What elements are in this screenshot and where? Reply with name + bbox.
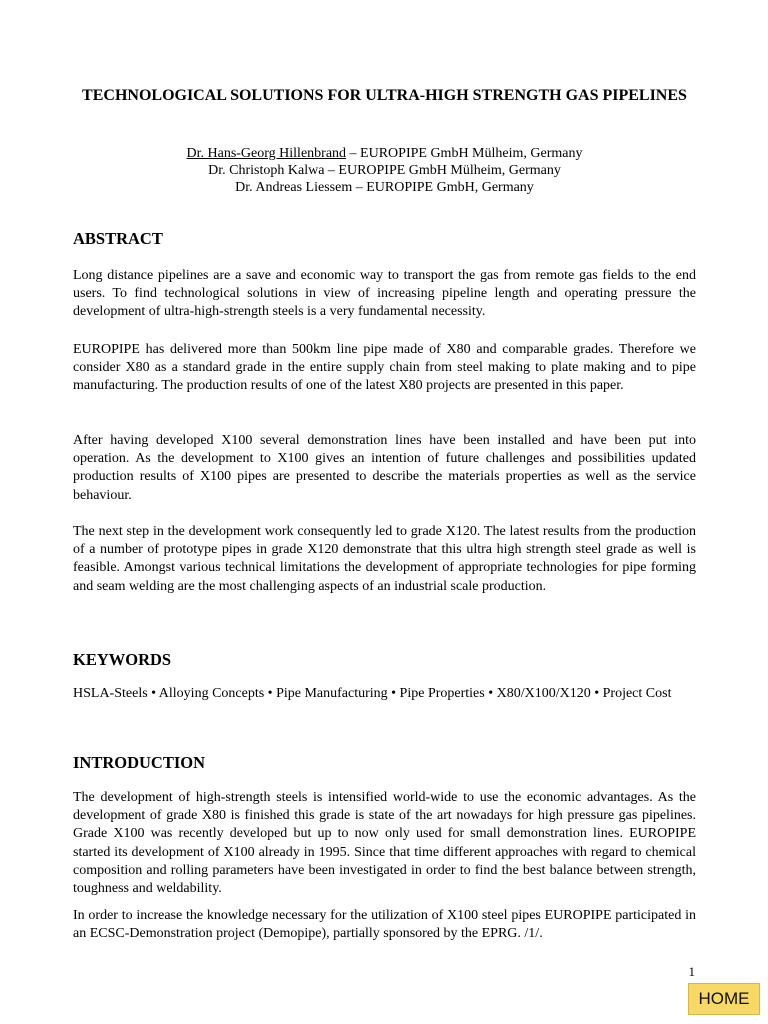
home-button[interactable]: HOME <box>688 983 760 1015</box>
author-name: Dr. Christoph Kalwa <box>208 163 325 178</box>
abstract-heading: ABSTRACT <box>73 229 163 248</box>
author-line <box>73 179 696 196</box>
author-affiliation: – EUROPIPE GmbH Mülheim, Germany <box>324 163 561 178</box>
abstract-paragraph: The next step in the development work consequently led to grade X120. The latest results from the production of a number of prototype pipes in grade X120 demonstrate that this ultra high strength steel grade as well is feasible. Amongst various technical limitations the development of appropriate technologies for pipe forming and seam welding are the most challenging aspects of an industrial scale production. <box>73 524 696 594</box>
keywords-text: HSLA-Steels • Alloying Concepts • Pipe Manufacturing • Pipe Properties • X80/X100/X120 • Project Cost <box>73 686 672 701</box>
author-line <box>73 145 696 162</box>
abstract-paragraph: EUROPIPE has delivered more than 500km line pipe made of X80 and comparable grades. Therefore we consider X80 as a standard grade in the entire supply chain from steel making to plate making and to pipe manufacturing. The production results of one of the latest X80 projects are presented in this paper. <box>73 342 696 394</box>
introduction-paragraph: The development of high-strength steels is intensified world-wide to use the economic advantages. As the development of grade X80 is finished this grade is state of the art nowadays for high pressure gas pipelines. Grade X100 was recently developed but up to now only used for small demonstration lines. EUROPIPE started its development of X100 already in 1995. Since that time different approaches with regard to chemical composition and rolling parameters have been investigated in order to find the best balance between strength, toughness and weldability. <box>73 790 696 897</box>
author-name: Dr. Hans-Georg Hillenbrand <box>186 146 347 161</box>
introduction-heading: INTRODUCTION <box>73 753 206 772</box>
abstract-paragraph: After having developed X100 several demonstration lines have been installed and have been put into operation. As the development to X100 gives an intention of future challenges and possibilities updated production results of X100 pipes are presented to describe the materials properties as well as the service behaviour. <box>73 433 696 503</box>
paper-title: TECHNOLOGICAL SOLUTIONS FOR ULTRA-HIGH STRENGTH GAS PIPELINES <box>82 87 687 104</box>
page-number: 1 <box>688 964 695 979</box>
author-list <box>73 145 696 196</box>
author-name: Dr. Andreas Liessem <box>235 180 353 195</box>
author-line <box>73 162 696 179</box>
author-affiliation: – EUROPIPE GmbH, Germany <box>352 180 534 195</box>
author-affiliation: – EUROPIPE GmbH Mülheim, Germany <box>346 146 583 161</box>
keywords-heading: KEYWORDS <box>73 650 172 669</box>
abstract-paragraph: Long distance pipelines are a save and economic way to transport the gas from remote gas fields to the end users. To find technological solutions in view of increasing pipeline length and operating pressure the development of ultra-high-strength steels is a very fundamental necessity. <box>73 268 696 320</box>
introduction-paragraph: In order to increase the knowledge necessary for the utilization of X100 steel pipes EUROPIPE participated in an ECSC-Demonstration project (Demopipe), partially sponsored by the EPRG. /1/. <box>73 908 696 942</box>
